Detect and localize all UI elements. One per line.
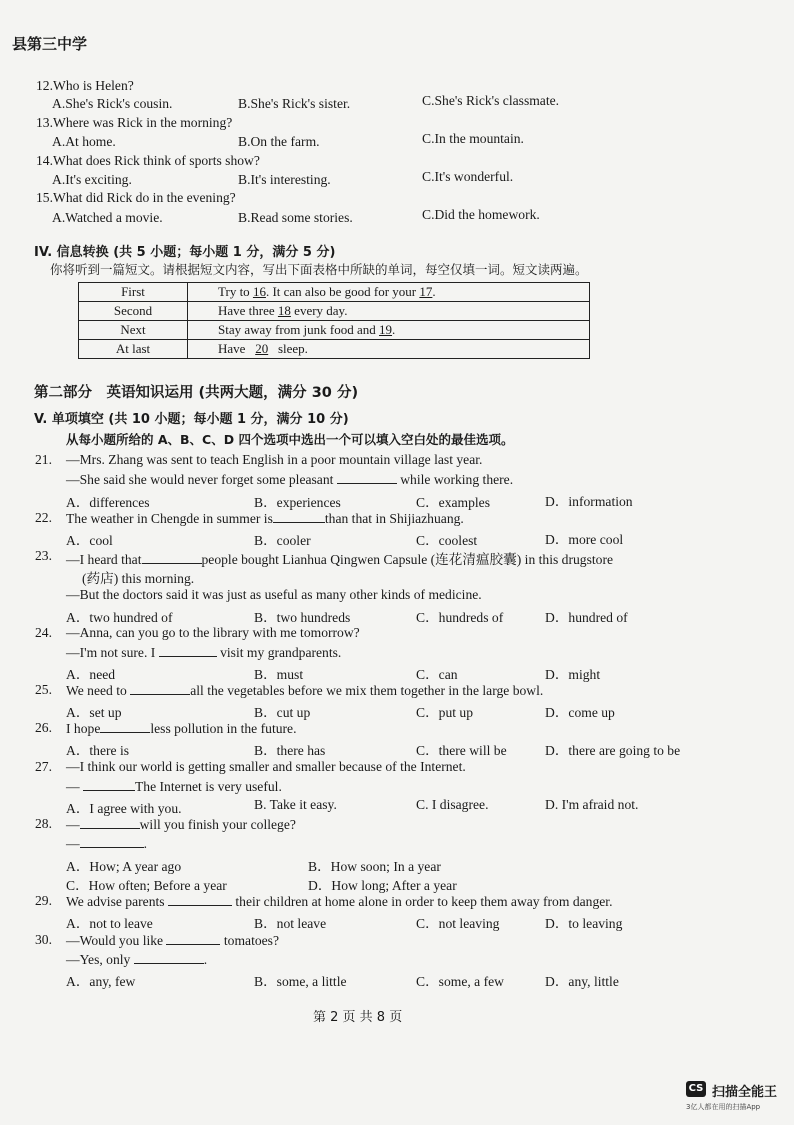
q15-option-c: C.Did the homework. xyxy=(422,207,540,222)
answer-blank xyxy=(100,720,150,733)
option-c: C．put up xyxy=(416,705,474,720)
option-d: D．hundred of xyxy=(545,610,628,625)
option-c: C．How often; Before a year xyxy=(66,878,227,893)
answer-blank xyxy=(273,510,325,523)
question-line: —I think our world is getting smaller and smaller because of the Internet. xyxy=(66,759,466,774)
option-a: A．differences xyxy=(66,495,150,510)
answer-blank xyxy=(80,835,144,848)
option-c: C. I disagree. xyxy=(416,797,489,812)
q14-option-b: B.It's interesting. xyxy=(238,172,331,187)
row-key: Second xyxy=(79,302,188,321)
option-c: C．there will be xyxy=(416,743,507,758)
option-d: D．any, little xyxy=(545,974,619,989)
option-c: C．not leaving xyxy=(416,916,500,931)
row-value: Stay away from junk food and 19. xyxy=(188,321,590,340)
row-value: Have 20 sleep. xyxy=(188,340,590,359)
option-a: A．How; A year ago xyxy=(66,859,182,874)
option-a: A．there is xyxy=(66,743,130,758)
option-b: B．must xyxy=(254,667,304,682)
q12-stem: 12.Who is Helen? xyxy=(36,78,134,93)
option-b: B. Take it easy. xyxy=(254,797,337,812)
blank-number: 19 xyxy=(379,322,393,337)
option-a: A．any, few xyxy=(66,974,136,989)
q15-option-b: B.Read some stories. xyxy=(238,210,353,225)
question-number: 30. xyxy=(35,932,52,947)
school-header: 县第三中学 xyxy=(12,35,88,53)
table-row xyxy=(79,302,590,321)
option-d: D. I'm afraid not. xyxy=(545,797,639,812)
blank-number: 16 xyxy=(252,284,266,299)
option-c: C．hundreds of xyxy=(416,610,504,625)
part2-title: 第二部分 英语知识运用 (共两大题，满分 30 分) xyxy=(34,385,359,401)
option-d: D．How long; After a year xyxy=(308,878,457,893)
question-line: We advise parents their children at home alone in order to keep them away from danger. xyxy=(66,894,613,909)
option-c: C．some, a few xyxy=(416,974,504,989)
q14-option-a: A.It's exciting. xyxy=(52,172,132,187)
scanner-tagline: 3亿人都在用的扫描App xyxy=(686,1103,761,1111)
option-a: A．need xyxy=(66,667,116,682)
section5-title: V. 单项填空 (共 10 小题；每小题 1 分，满分 10 分) xyxy=(34,412,349,427)
answer-blank xyxy=(80,816,140,829)
option-d: D．there are going to be xyxy=(545,743,681,758)
section4-title: IV. 信息转换 (共 5 小题；每小题 1 分，满分 5 分) xyxy=(34,245,336,260)
option-d: D．come up xyxy=(545,705,615,720)
question-line: —Anna, can you go to the library with me tomorrow? xyxy=(66,625,360,640)
q12-option-c: C.She's Rick's classmate. xyxy=(422,93,560,108)
option-b: B．not leave xyxy=(254,916,327,931)
info-table xyxy=(78,282,590,359)
option-c: C．coolest xyxy=(416,533,478,548)
answer-blank xyxy=(168,893,232,906)
table-row xyxy=(79,340,590,359)
table-row xyxy=(79,321,590,340)
answer-blank xyxy=(159,644,217,657)
option-a: A．not to leave xyxy=(66,916,153,931)
question-line: — . xyxy=(66,836,147,851)
option-d: D．might xyxy=(545,667,601,682)
row-value: Have three 18 every day. xyxy=(188,302,590,321)
question-line: —I heard that people bought Lianhua Qingwen Capsule (连花清瘟胶囊) in this drugstore xyxy=(66,552,614,567)
option-d: D．more cool xyxy=(545,532,624,547)
option-c: C．can xyxy=(416,667,458,682)
question-line: — will you finish your college? xyxy=(66,817,296,832)
question-line: — The Internet is very useful. xyxy=(66,779,282,794)
question-line: (药店) this morning. xyxy=(82,571,195,586)
answer-blank xyxy=(142,551,202,564)
question-number: 21. xyxy=(35,452,52,467)
row-key: At last xyxy=(79,340,188,359)
q15-stem: 15.What did Rick do in the evening? xyxy=(36,190,236,205)
option-b: B．How soon; In a year xyxy=(308,859,441,874)
question-number: 22. xyxy=(35,510,52,525)
option-d: D．to leaving xyxy=(545,916,623,931)
answer-blank xyxy=(134,951,204,964)
page-number: 第 2 页 共 8 页 xyxy=(313,1010,403,1025)
question-line: —Yes, only . xyxy=(66,952,208,967)
q15-option-a: A.Watched a movie. xyxy=(52,210,163,225)
question-line: —Mrs. Zhang was sent to teach English in a poor mountain village last year. xyxy=(66,452,483,467)
question-number: 27. xyxy=(35,759,52,774)
option-b: B．cooler xyxy=(254,533,311,548)
question-number: 26. xyxy=(35,720,52,735)
question-line: —I'm not sure. I visit my grandparents. xyxy=(66,645,342,660)
question-line: —But the doctors said it was just as useful as many other kinds of medicine. xyxy=(66,587,482,602)
q13-option-a: A.At home. xyxy=(52,134,116,149)
question-number: 23. xyxy=(35,548,52,563)
blank-number: 17 xyxy=(419,284,433,299)
question-number: 29. xyxy=(35,893,52,908)
cs-logo-icon: CS xyxy=(686,1081,706,1097)
blank-number: 18 xyxy=(277,303,291,318)
option-b: B．two hundreds xyxy=(254,610,351,625)
answer-blank xyxy=(130,682,190,695)
blank-number: 20 xyxy=(255,341,269,356)
option-a: A．cool xyxy=(66,533,113,548)
question-line: I hope less pollution in the future. xyxy=(66,721,297,736)
option-b: B．experiences xyxy=(254,495,341,510)
answer-blank xyxy=(83,778,135,791)
option-c: C．examples xyxy=(416,495,490,510)
answer-blank xyxy=(166,932,220,945)
question-number: 25. xyxy=(35,682,52,697)
question-line: We need to all the vegetables before we mix them together in the large bowl. xyxy=(66,683,544,698)
section5-instruction: 从每小题所给的 A、B、C、D 四个选项中选出一个可以填入空白处的最佳选项。 xyxy=(66,432,514,447)
question-line: The weather in Chengde in summer is than that in Shijiazhuang. xyxy=(66,511,464,526)
option-a: A．set up xyxy=(66,705,122,720)
scanner-brand: 扫描全能王 xyxy=(712,1085,778,1100)
q14-option-c: C.It's wonderful. xyxy=(422,169,514,184)
option-b: B．some, a little xyxy=(254,974,347,989)
option-d: D．information xyxy=(545,494,633,509)
answer-blank xyxy=(337,471,397,484)
row-value: Try to 16. It can also be good for your 17. xyxy=(188,283,590,302)
section4-instruction: 你将听到一篇短文。请根据短文内容，写出下面表格中所缺的单词，每空仅填一词。短文读两遍。 xyxy=(50,262,588,277)
option-a: A．two hundred of xyxy=(66,610,173,625)
q13-option-c: C.In the mountain. xyxy=(422,131,524,146)
q12-option-b: B.She's Rick's sister. xyxy=(238,96,351,111)
row-key: Next xyxy=(79,321,188,340)
option-b: B．there has xyxy=(254,743,326,758)
q12-option-a: A.She's Rick's cousin. xyxy=(52,96,173,111)
row-key: First xyxy=(79,283,188,302)
q13-stem: 13.Where was Rick in the morning? xyxy=(36,115,233,130)
option-b: B．cut up xyxy=(254,705,311,720)
q14-stem: 14.What does Rick think of sports show? xyxy=(36,153,260,168)
question-number: 24. xyxy=(35,625,52,640)
question-line: —She said she would never forget some pleasant while working there. xyxy=(66,472,514,487)
question-line: —Would you like tomatoes? xyxy=(66,933,280,948)
option-a: A．I agree with you. xyxy=(66,801,182,816)
table-row xyxy=(79,283,590,302)
q13-option-b: B.On the farm. xyxy=(238,134,320,149)
question-number: 28. xyxy=(35,816,52,831)
